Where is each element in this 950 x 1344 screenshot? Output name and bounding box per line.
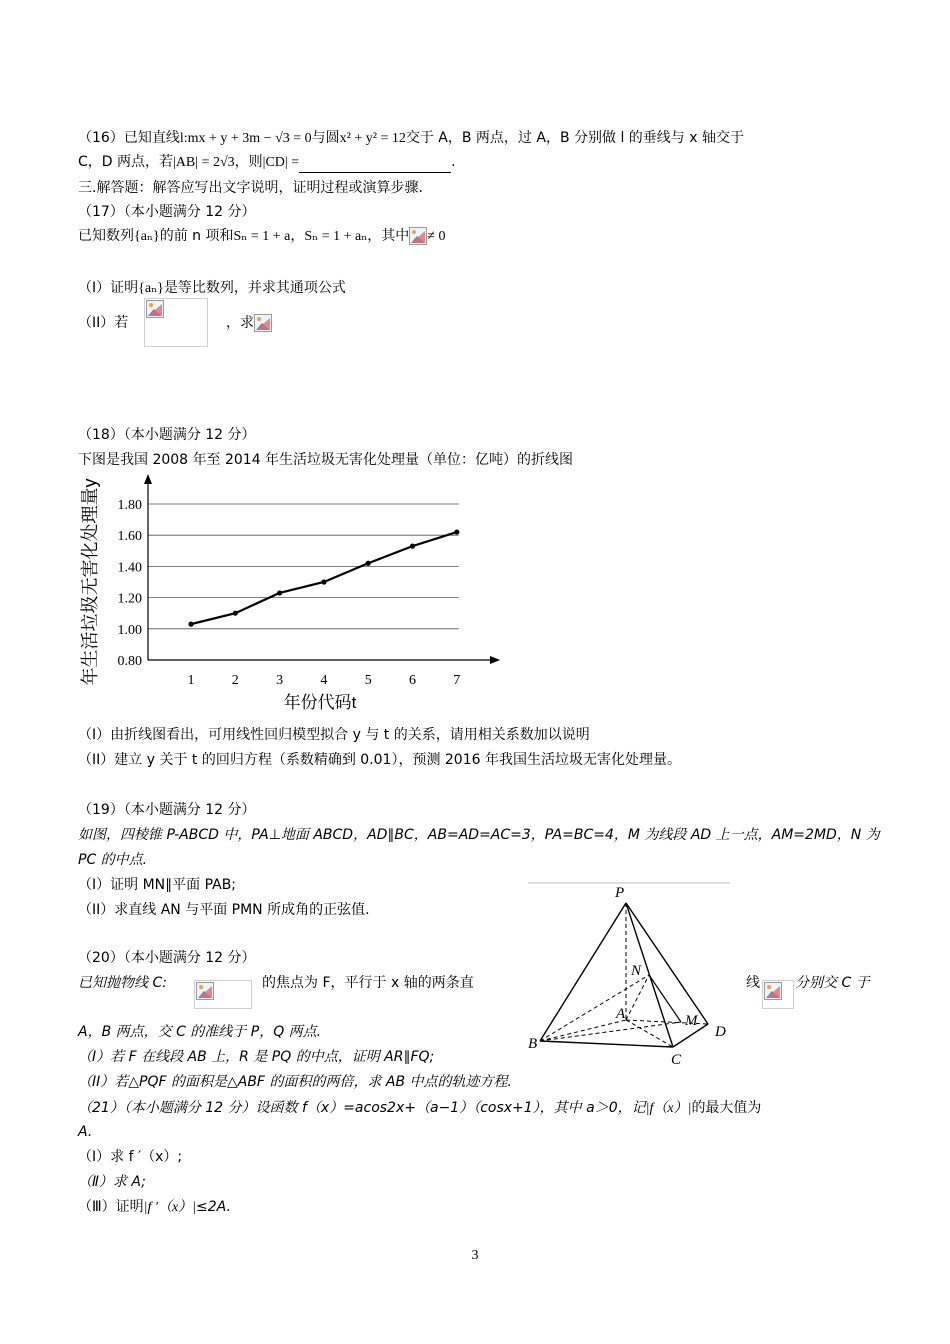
- data-point: [410, 544, 415, 549]
- abs-f-prime: |f ′（x）|: [143, 1200, 197, 1215]
- q21-line2: A.: [78, 1124, 93, 1140]
- q17-line1: [78, 226, 445, 247]
- sequence-symbol: {aₙ}: [138, 281, 164, 296]
- q16-line1: [78, 128, 744, 149]
- y-tick-label: 0.80: [117, 654, 142, 669]
- q20-line1-d: 分别交 C 于: [795, 975, 870, 991]
- y-tick-label: 1.80: [117, 498, 142, 513]
- q16-cd-length: |CD| =: [262, 155, 300, 170]
- data-point: [277, 590, 282, 595]
- q17-text: ，求: [226, 315, 254, 331]
- x-tick-label: 1: [187, 673, 195, 688]
- q16-text: .: [451, 154, 456, 170]
- x-tick-label: 2: [231, 673, 239, 688]
- q18-header: （18）（本小题满分 12 分）: [78, 427, 256, 443]
- q16-line2: [78, 152, 456, 173]
- q18-part2: （II）建立 y 关于 t 的回归方程（系数精确到 0.01），预测 2016 年我国生活垃圾无害化处理量。: [78, 752, 681, 768]
- y-axis-label: 年生活垃圾无害化处理量y: [80, 478, 100, 686]
- data-point: [233, 611, 238, 616]
- q17-text: （I）证明: [78, 280, 139, 296]
- y-tick-label: 1.00: [117, 622, 142, 638]
- q16-text: 交于 A，B 两点，过 A，B 分别做 l 的垂线与 x 轴交于: [405, 130, 744, 146]
- q17-text: ，: [290, 228, 305, 244]
- label-N: N: [631, 963, 642, 979]
- page-number: 3: [471, 1248, 479, 1263]
- q20-text: 的焦点为 F，平行于 x 轴的两条直: [262, 975, 474, 991]
- q21-part2: （Ⅱ）求 A;: [78, 1174, 146, 1190]
- q19-part2: （II）求直线 AN 与平面 PMN 所成角的正弦值.: [78, 902, 370, 918]
- sum-equation-2: Sₙ = 1 + aₙ: [304, 229, 368, 244]
- abs-f: |f（x）|: [645, 1101, 692, 1116]
- broken-image-icon: [254, 314, 272, 332]
- q16-text: 与圆: [311, 130, 340, 146]
- q20-part1: （I）若 F 在线段 AB 上，R 是 PQ 的中点，证明 AR∥FQ;: [78, 1049, 435, 1065]
- broken-image-icon: [409, 227, 427, 245]
- label-C: C: [671, 1052, 682, 1068]
- q17-text: ≠ 0: [427, 229, 446, 244]
- y-tick-label: 1.60: [117, 529, 142, 545]
- q16-line-equation: l:mx + y + 3m − √3 = 0: [179, 131, 312, 146]
- q18-part1: （I）由折线图看出，可用线性回归模型拟合 y 与 t 的关系，请用相关系数加以说明: [78, 727, 590, 743]
- q21-line1: [78, 1098, 761, 1119]
- q19-line1: 如图，四棱锥 P-ABCD 中，PA⊥地面 ABCD，AD∥BC，AB=AD=AC=3，PA=BC=4，M 为线段 AD 上一点，AM=2MD，N 为: [78, 827, 880, 843]
- q21-part1: （Ⅰ）求 f ′（x）;: [78, 1149, 183, 1165]
- q21-text: （Ⅲ）证明: [78, 1199, 144, 1215]
- q20-text: 已知抛物线 C:: [78, 975, 167, 991]
- q20-header: （20）（本小题满分 12 分）: [78, 950, 256, 966]
- q20-line1-b: [262, 973, 474, 993]
- q16-circle-equation: x² + y² = 12: [339, 131, 406, 146]
- q17-text: 已知数列: [78, 228, 134, 244]
- q17-text: （II）若: [78, 315, 129, 331]
- x-axis-arrow: [490, 656, 500, 664]
- q20-line1-c: [746, 973, 760, 993]
- q21-text: 的最大值为: [691, 1100, 762, 1116]
- q16-text: C，D 两点，若: [78, 154, 174, 170]
- image-placeholder-box: [144, 298, 208, 347]
- sum-equation: Sₙ = 1 + a: [233, 229, 291, 244]
- data-point: [454, 529, 459, 534]
- q16-text: ，则: [234, 154, 263, 170]
- q17-text: 的前 n 项和: [159, 228, 234, 244]
- q20-text: 线: [746, 975, 760, 991]
- label-P: P: [615, 885, 625, 901]
- q21-text: ≤2A.: [196, 1199, 231, 1215]
- q20-part2: （II）若△PQF 的面积是△ABF 的面积的两倍，求 AB 中点的轨迹方程.: [78, 1074, 512, 1090]
- image-placeholder-box: [762, 980, 794, 1009]
- chart-axes: [144, 474, 500, 664]
- series-line: [191, 532, 457, 624]
- q16-text: （16）已知直线: [78, 130, 180, 146]
- line-chart: [70, 470, 510, 720]
- q17-part2-b: [226, 313, 272, 333]
- q19-line2: PC 的中点.: [78, 852, 148, 868]
- section3-heading: 三.解答题：解答应写出文字说明，证明过程或演算步骤.: [78, 180, 423, 196]
- x-axis-label: 年份代码t: [283, 693, 357, 712]
- q18-intro: 下图是我国 2008 年至 2014 年生活垃圾无害化处理量（单位：亿吨）的折线图: [78, 452, 574, 468]
- q17-text: 是等比数列，并求其通项公式: [163, 280, 346, 296]
- label-M: M: [685, 1013, 698, 1029]
- image-placeholder-box: [194, 980, 252, 1009]
- data-point: [366, 561, 371, 566]
- q17-text: ，其中: [367, 228, 410, 244]
- x-tick-label: 6: [409, 673, 416, 688]
- chart-grid: [148, 504, 459, 629]
- q19-header: （19）（本小题满分 12 分）: [78, 802, 256, 818]
- pyramid-figure: [520, 875, 735, 1070]
- q17-header: （17）（本小题满分 12 分）: [78, 204, 256, 220]
- broken-image-icon: [764, 982, 782, 1000]
- q19-part1: （I）证明 MN∥平面 PAB;: [78, 877, 237, 893]
- broken-image-icon: [196, 982, 214, 1000]
- q20-line2: A，B 两点，交 C 的准线于 P，Q 两点.: [78, 1024, 322, 1040]
- x-tick-label: 3: [276, 673, 284, 688]
- q17-part1: [78, 278, 346, 299]
- label-D: D: [715, 1024, 726, 1040]
- sequence-symbol: {aₙ}: [134, 229, 160, 244]
- q20-line1: [78, 973, 167, 993]
- data-point: [321, 579, 326, 584]
- x-tick-label: 7: [453, 673, 461, 688]
- q17-part2: [78, 313, 128, 333]
- label-B: B: [528, 1036, 538, 1052]
- x-tick-label: 5: [364, 673, 372, 688]
- broken-image-icon: [146, 300, 164, 318]
- x-tick-label: 4: [320, 673, 328, 688]
- chart-series: [188, 529, 459, 626]
- q16-answer-blank[interactable]: [299, 158, 451, 173]
- data-point: [188, 622, 193, 627]
- q21-part3: [78, 1197, 231, 1218]
- q16-ab-length: |AB| = 2√3: [173, 155, 235, 170]
- q21-text: （21）（本小题满分 12 分）设函数 f（x）=acos2x+（a−1）（cosx+1），其中 a＞0，记: [78, 1100, 646, 1116]
- label-A: A: [616, 1006, 626, 1022]
- y-tick-label: 1.40: [117, 560, 142, 576]
- y-tick-label: 1.20: [117, 591, 142, 607]
- y-axis-arrow: [144, 474, 152, 484]
